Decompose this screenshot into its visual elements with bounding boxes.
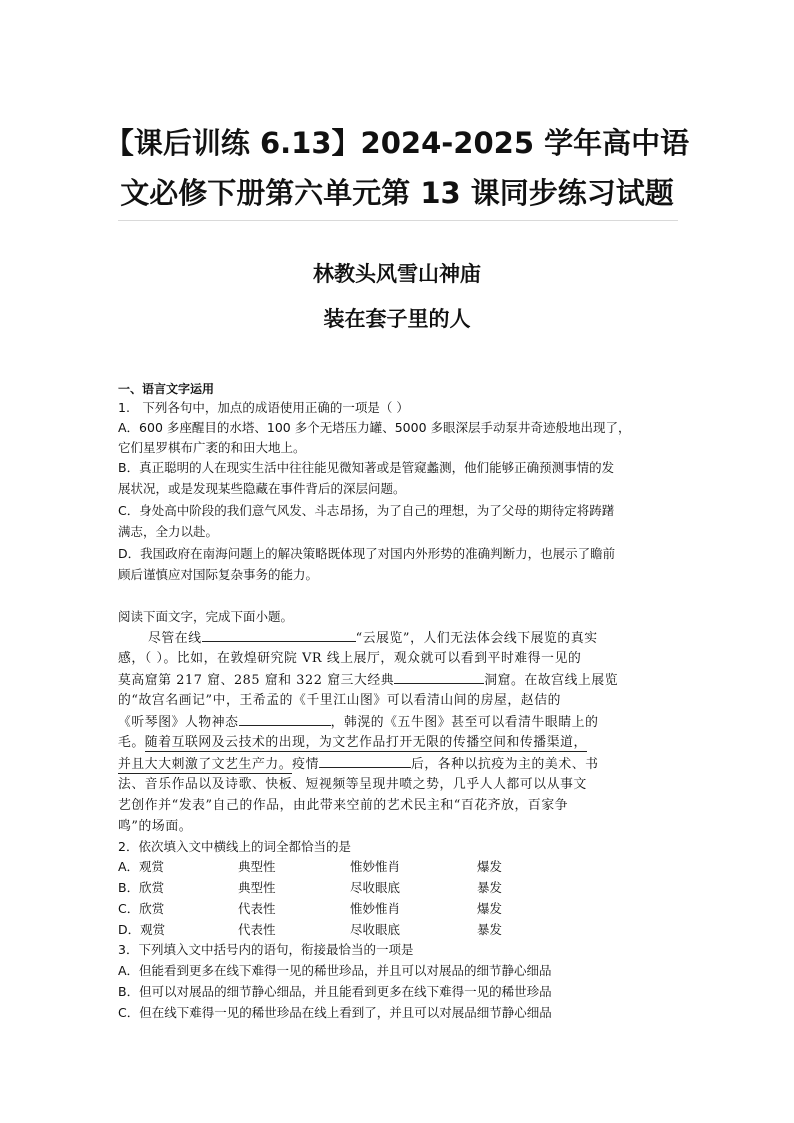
section-heading: 一、语言文字运用 bbox=[118, 382, 215, 396]
fill-blank-3[interactable] bbox=[239, 713, 331, 726]
passage-line-10: 鸣”的场面。 bbox=[118, 819, 193, 834]
passage-line-7: 并且大大刺激了文艺生产力。疫情 后，各种以抗疫为主的美术、书 bbox=[118, 757, 599, 772]
fill-blank-1[interactable] bbox=[202, 629, 356, 642]
q1-option-b-line1: B．真正聪明的人在现实生活中往往能见微知著或是管窥蠡测，他们能够正确预测事情的发 bbox=[118, 460, 615, 475]
passage-line-9: 艺创作并“发表”自己的作品，由此带来空前的艺术民主和“百花齐放，百家争 bbox=[118, 798, 569, 813]
underlined-sentence-part2: 并且大大刺激了文艺生产力。 bbox=[118, 757, 293, 772]
passage-line-8: 法、音乐作品以及诗歌、快板、短视频等呈现井喷之势，几乎人人都可以从事文 bbox=[118, 777, 587, 792]
q1-option-d-line1: D．我国政府在南海问题上的解决策略既体现了对国内外形势的准确判断力，也展示了瞻前 bbox=[118, 546, 616, 561]
q1-option-a-line1: A．600 多座醒目的水塔、100 多个无塔压力罐、5000 多眼深层手动泵井奇迹般地出现了， bbox=[118, 420, 631, 435]
title-line-2: 文必修下册第六单元第 13 课同步练习试题 bbox=[120, 176, 674, 210]
document-title bbox=[100, 118, 694, 218]
q1-stem: 1. 下列各句中，加点的成语使用正确的一项是（ ） bbox=[118, 400, 409, 415]
passage-line-2: 感，（ ）。比如，在敦煌研究院 VR 线上展厅，观众就可以看到平时难得一见的 bbox=[118, 651, 582, 666]
lesson-title-1: 林教头风雪山神庙 bbox=[313, 262, 481, 286]
q3-option-b: B．但可以对展品的细节静心细品，并且能看到更多在线下难得一见的稀世珍品 bbox=[118, 984, 552, 999]
passage-intro: 阅读下面文字，完成下面小题。 bbox=[118, 609, 294, 624]
passage-line-4: 的“故宫名画记”中，王希孟的《千里江山图》可以看清山间的房屋，赵佶的 bbox=[118, 693, 561, 708]
q1-option-c-line2: 满志，全力以赴。 bbox=[118, 524, 219, 539]
passage-line-1: 尽管在线 “云展览”，人们无法体会线下展览的真实 bbox=[148, 631, 598, 646]
q1-option-b-line2: 展状况，或是发现某些隐藏在事件背后的深层问题。 bbox=[118, 481, 406, 496]
passage-line-3: 莫高窟第 217 窟、285 窟和 322 窟三大经典 洞窟。在故宫线上展览 bbox=[118, 673, 619, 688]
q1-option-c-line1: C．身处高中阶段的我们意气风发、斗志昂扬，为了自己的理想，为了父母的期待定将踌躇 bbox=[118, 503, 615, 518]
passage-line-5: 《听琴图》人物神态 ，韩滉的《五牛图》甚至可以看清牛眼睛上的 bbox=[118, 715, 599, 730]
q3-option-c: C．但在线下难得一见的稀世珍品在线上看到了，并且可以对展品细节静心细品 bbox=[118, 1005, 552, 1020]
document-page: 【课后训练 6.13】2024-2025 学年高中语 文必修下册第六单元第 13 课同步练习试题 林教头风雪山神庙 装在套子里的人 一、语言文字运用 1. 下列各句中，加点的成语使用正确的一项是（ ） A．600 多座醒目的水塔、100 多个无塔压力罐、5000 多眼深层手动泵井奇迹般地出现了， 它们星罗棋布广袤的和田大地上。 B．真正聪明的人在现实生活中往往能见微知著或是管窥蠡测，他们能够正确预测事情的发 展状况，或是发现某些隐藏在事件背后的深层问题。 C．身处高中阶段的我们意气风发、斗志昂扬，为了自己的理想，为了父母的期待定将踌躇 满志，全力以赴。 D．我国政府在南海问题上的解决策略既体现了对国内外形势的准确判断力，也展示了瞻前 顾后谨慎应对国际复杂事务的能力。 阅读下面文字，完成下面小题。 尽管在线 “云展览”，人们无法体会线下展览的真实 感，（ ）。比如，在敦煌研究院 VR 线上展厅，观众就可以看到平时难得一见的 莫高窟第 217 窟、285 窟和 322 窟三大经典 洞窟。在故宫线上展览 的“故宫名画记”中，王希孟的《千里江山图》可以看清山间的房屋，赵佶的 《听琴图》人物神态 ，韩滉的《五牛图》甚至可以看清牛眼睛上的 毛。随着互联网及云技术的出现，为文艺作品打开无限的传播空间和传播渠道， 并且大大刺激了文艺生产力。疫情 后，各种以抗疫为主的美术、书 法、音乐作品以及诗歌、快板、短视频等呈现井喷之势，几乎人人都可以从事文 艺创作并“发表”自己的作品，由此带来空前的艺术民主和“百花齐放，百家争 鸣”的场面。 2．依次填入文中横线上的词全都恰当的是 A．观赏 典型性 惟妙惟肖 爆发 B．欣赏 典型性 尽收眼底 暴发 C．欣赏 代表性 惟妙惟肖 爆发 D．观赏 代表性 尽收眼底 暴发 3．下列填入文中括号内的语句，衔接最恰当的一项是 A．但能看到更多在线下难得一见的稀世珍品，并且可以对展品的细节静心细品 B．但可以对展品的细节静心细品，并且能看到更多在线下难得一见的稀世珍品 C．但在线下难得一见的稀世珍品在线上看到了，并且可以对展品细节静心细品 bbox=[0, 0, 794, 1123]
passage-line-6: 毛。随着互联网及云技术的出现，为文艺作品打开无限的传播空间和传播渠道， bbox=[118, 735, 587, 750]
title-divider bbox=[118, 220, 678, 221]
fill-blank-2[interactable] bbox=[394, 671, 484, 684]
q1-option-a-line2: 它们星罗棋布广袤的和田大地上。 bbox=[118, 440, 306, 455]
underlined-sentence-part1: 随着互联网及云技术的出现，为文艺作品打开无限的传播空间和传播渠道， bbox=[144, 735, 587, 750]
title-line-1: 【课后训练 6.13】2024-2025 学年高中语 bbox=[104, 126, 690, 160]
q3-stem: 3．下列填入文中括号内的语句，衔接最恰当的一项是 bbox=[118, 942, 414, 957]
q1-option-d-line2: 顾后谨慎应对国际复杂事务的能力。 bbox=[118, 567, 319, 582]
lesson-title-2: 装在套子里的人 bbox=[323, 307, 471, 331]
q2-stem: 2．依次填入文中横线上的词全都恰当的是 bbox=[118, 839, 351, 854]
q3-option-a: A．但能看到更多在线下难得一见的稀世珍品，并且可以对展品的细节静心细品 bbox=[118, 963, 552, 978]
fill-blank-4[interactable] bbox=[319, 755, 411, 768]
